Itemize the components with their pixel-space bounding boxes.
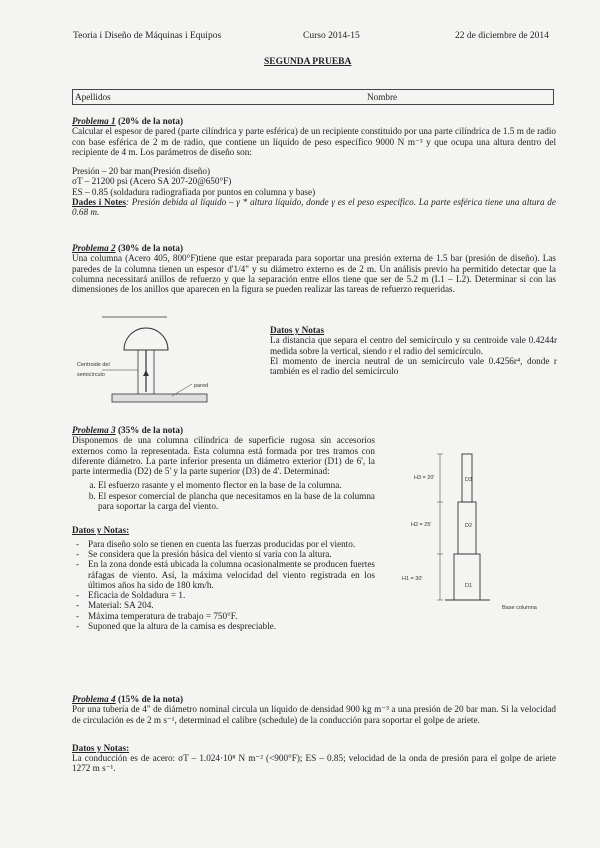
header-date: 22 de diciembre de 2014 xyxy=(455,31,549,41)
column-base-label: Base columna xyxy=(502,605,537,611)
problem-2-note: La distancia que separa el centro del semicírculo y su centroide vale 0.4244r medida sobre la vertical, siendo r el radio del semicírculo. xyxy=(270,335,557,356)
surname-label: Apellidos xyxy=(75,92,111,102)
problem-4-heading: Problema 4 (15% de la nota) xyxy=(72,694,184,704)
problem-1-heading: Problema 1 (20% de la nota) xyxy=(72,116,184,126)
header-academic-year: Curso 2014-15 xyxy=(303,31,360,41)
problem-3-statement: Disponemos de una columna cilíndrica de superficie rugosa sin accesorios externos como la representada. Esta columna está formada por tres tramos con diferente diámetro. La parte inferior presenta un diámetro exterior (D1) de 6', la parte intermedia (D2) de 5' y la parte superior (D3) de 4'. Determinad: xyxy=(72,435,375,477)
column-diameter-2-label: D2 xyxy=(465,523,473,529)
problem-3-notes-label: Datos y Notas: xyxy=(72,525,130,536)
column-height-1-label: H1 = 30' xyxy=(402,576,423,582)
problem-3-note: - Se considera que la presión básica del viento sí varía con la altura. xyxy=(88,549,375,559)
problem-1 xyxy=(72,116,556,218)
problem-4-statement: Por una tubería de 4" de diámetro nominal circula un líquido de densidad 900 kg m⁻³ a una presión de 20 bar man. Si la velocidad de circulación es de 2 m s⁻¹, determinad el calibre (schedule) de la conducción para soportar el golpe de ariete. xyxy=(72,704,556,725)
problem-2 xyxy=(72,243,556,294)
problem-3-question: a. El esfuerzo rasante y el momento flector en la base de la columna. xyxy=(98,480,375,490)
problem-2-notes-label: Datos y Notas xyxy=(270,325,325,335)
problem-1-notes: Dades i Notes: Presión debida al líquido – γ * altura líquido, donde γ es el peso específico. La parte esférica tiene una altura de 0.68 m. xyxy=(72,197,556,218)
problem-3-question: b. El espesor comercial de plancha que necesitamos en la base de la columna para soportar la carga del viento. xyxy=(98,491,375,512)
problem-4-notes: La conducción es de acero: σT – 1.024·10⁸ N m⁻² (<900°F); ES – 0.85; velocidad de la onda de presión para el golpe de ariete 1272 m s⁻¹. xyxy=(72,753,556,774)
column-height-3-label: H3 = 20' xyxy=(414,475,435,481)
problem-3 xyxy=(72,425,375,631)
column-height-2-label: H2 = 25' xyxy=(411,522,432,528)
problem-3-note: - Suponed que la altura de la camisa es despreciable. xyxy=(88,621,375,631)
problem-3-note: - Material: SA 204. xyxy=(88,600,375,610)
column-diameter-3-label: D3 xyxy=(465,477,473,483)
problem-3-heading: Problema 3 (35% de la nota) xyxy=(72,425,184,435)
problem-2-notes xyxy=(270,325,557,376)
problem-4 xyxy=(72,694,556,774)
problem-3-note: - Máxima temperatura de trabajo = 750°F. xyxy=(88,611,375,621)
problem-2-note: El momento de inercia neutral de un semicírculo vale 0.4256r⁴, donde r también es el radio del semicírculo xyxy=(270,355,557,377)
problem-2-heading: Problema 2 (30% de la nota) xyxy=(72,243,184,253)
name-label: Nombre xyxy=(367,92,398,102)
problem-2-statement: Una columna (Acero 405, 800°F)tiene que estar preparada para soportar una presión externa de 1.5 bar (presión de diseño). Las paredes de la columna tienen un espesor d'1/4" y su diámetro externo es de 2 m. Un análisis previo ha permitido detectar que la columna necessitará anillos de refuerzo y que la separación entre ellos tiene que ser de 5.2 m (L1 – L2). Determinar si con las dimensiones de los anillos que aparecen en la figura se pueden realizar las tareas de refuerzo requeridas. xyxy=(72,253,556,295)
diagram-label-centroid: Centroide del semicírculo xyxy=(77,362,110,379)
problem-1-param: ES – 0.85 (soldadura radiografiada por puntos en columna y base) xyxy=(72,186,316,197)
problem-1-param: Presión – 20 bar man(Presión diseño) xyxy=(72,166,211,177)
problem-3-notes xyxy=(72,539,375,632)
problem-3-note: - Para diseño solo se tienen en cuenta las fuerzas producidas por el viento. xyxy=(88,539,375,549)
problem-1-statement: Calcular el espesor de pared (parte cilíndrica y parte esférica) de un recipiente constituido por una parte cilíndrica de 1.5 m de radio con base esférica de 2 m de radio, que contiene un líquido de peso específico 9000 N m⁻³ y que ocupa una altura dentro del recipiente de 4 m. Los parámetros de diseño son: xyxy=(72,126,556,157)
problem-3-note: - En la zona donde está ubicada la columna ocasionalmente se producen fuertes ráfagas de viento. Así, la máxima velocidad del viento registrada en los últimos años ha sido de 180 km/h. xyxy=(88,559,375,590)
problem-4-notes-label: Datos y Notas: xyxy=(72,742,130,753)
page-title: SEGUNDA PRUEBA xyxy=(264,57,352,67)
column-diameter-1-label: D1 xyxy=(465,583,473,589)
header-course-name: Teoria i Diseño de Máquinas i Equipos xyxy=(73,31,222,41)
problem-3-questions xyxy=(72,480,375,511)
diagram-label-wall: pared xyxy=(194,383,209,389)
student-name-box xyxy=(72,89,554,105)
problem-3-note: - Eficacia de Soldadura = 1. xyxy=(88,590,375,600)
problem-1-param: σT – 21200 psi (Acero SA 207-20@650°F) xyxy=(72,176,232,187)
